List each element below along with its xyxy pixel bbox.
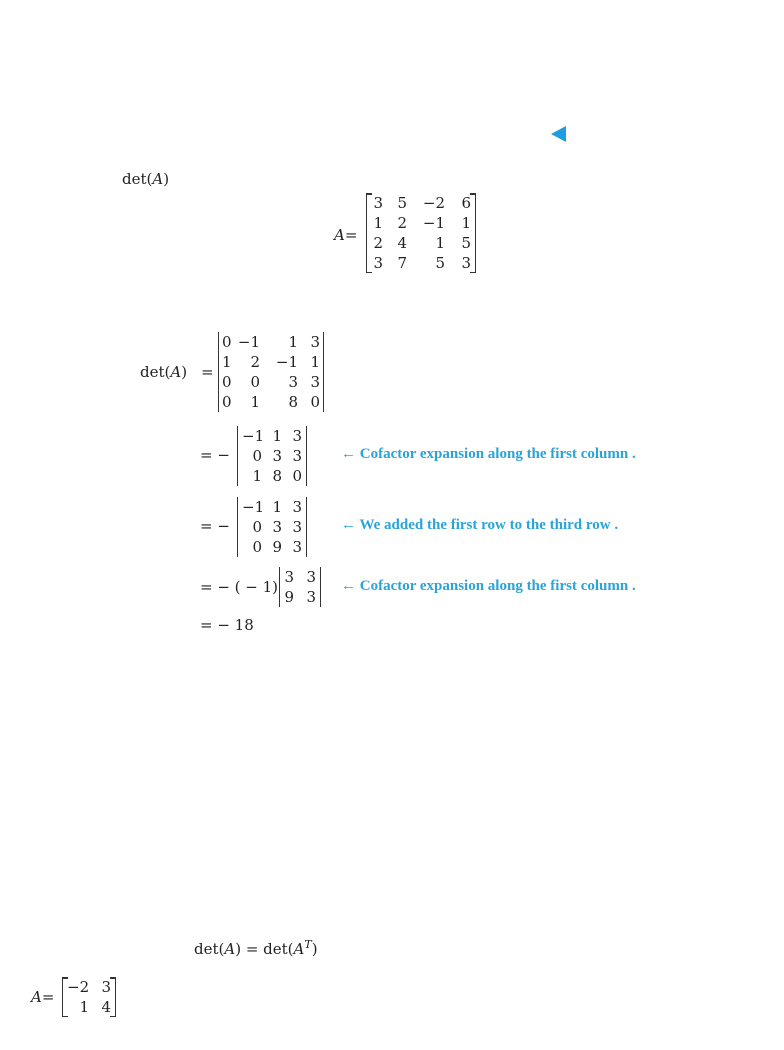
matrix-cell: 0 [252, 447, 262, 465]
heading-det-a [122, 170, 169, 188]
matrix-cell: −2 [422, 194, 445, 212]
matrix-cell: 1 [222, 353, 232, 371]
matrix-cell: −1 [275, 353, 298, 371]
matrix-b-eq: = [41, 988, 55, 1006]
step2-determinant [237, 497, 307, 557]
matrix-cell: 3 [373, 254, 383, 272]
matrix-a-label [334, 226, 357, 244]
matrix-cell: 1 [373, 214, 383, 232]
matrix-cell: 4 [101, 998, 111, 1016]
matrix-cell: 3 [292, 447, 302, 465]
step1-prefix: = − [200, 446, 230, 464]
matrix-cell: 5 [435, 254, 445, 272]
matrix-cell: 2 [397, 214, 407, 232]
matrix-cell: 3 [373, 194, 383, 212]
step1-note: ← Cofactor expansion along the first column . [341, 446, 636, 462]
matrix-cell: 3 [292, 427, 302, 445]
matrix-cell: 0 [222, 393, 232, 411]
matrix-cell: 0 [250, 373, 260, 391]
step3-prefix: = − ( − 1) [200, 578, 279, 596]
matrix-cell: 9 [272, 538, 282, 556]
matrix-cell: 3 [292, 538, 302, 556]
matrix-cell: −2 [67, 978, 90, 996]
matrix-cell: 1 [288, 333, 298, 351]
matrix-cell: 2 [250, 353, 260, 371]
matrix-cell: −1 [242, 427, 265, 445]
previous-icon[interactable] [551, 126, 566, 142]
matrix-cell: 0 [222, 333, 232, 351]
matrix-cell: 4 [397, 234, 407, 252]
matrix-cell: −1 [237, 333, 260, 351]
matrix-b [62, 977, 116, 1017]
matrix-cell: 0 [252, 518, 262, 536]
matrix-cell: 5 [461, 234, 471, 252]
matrix-cell: 2 [373, 234, 383, 252]
matrix-cell: 7 [397, 254, 407, 272]
det-text: det( [122, 170, 153, 188]
t-var2: A [293, 940, 305, 958]
det-var: A [152, 170, 164, 188]
t-close: ) [311, 940, 318, 958]
matrix-cell: 3 [284, 568, 294, 586]
matrix-cell: 1 [272, 427, 282, 445]
matrix-cell: 3 [306, 588, 316, 606]
t-sup: T [304, 938, 312, 951]
step1-determinant [237, 426, 307, 486]
transpose-identity [194, 938, 318, 958]
matrix-a [366, 193, 476, 273]
matrix-cell: 3 [272, 447, 282, 465]
matrix-cell: 0 [310, 393, 320, 411]
step0-determinant [218, 332, 324, 412]
matrix-cell: 8 [288, 393, 298, 411]
matrix-cell: −1 [242, 498, 265, 516]
lhs-var: A [170, 363, 182, 381]
result: = − 18 [200, 616, 254, 634]
matrix-cell: 3 [101, 978, 111, 996]
matrix-cell: 1 [252, 467, 262, 485]
matrix-a-eq: = [344, 226, 358, 244]
t-var1: A [224, 940, 236, 958]
matrix-cell: 3 [310, 333, 320, 351]
step3-determinant [279, 567, 321, 607]
matrix-cell: 8 [272, 467, 282, 485]
matrix-cell: 0 [252, 538, 262, 556]
matrix-b-label [31, 988, 54, 1006]
lhs-close: ) [181, 363, 188, 381]
matrix-cell: 1 [250, 393, 260, 411]
matrix-cell: 3 [288, 373, 298, 391]
step2-prefix: = − [200, 517, 230, 535]
det-close: ) [163, 170, 170, 188]
matrix-cell: 3 [461, 254, 471, 272]
matrix-cell: −1 [422, 214, 445, 232]
t-mid: ) = det( [235, 940, 294, 958]
matrix-cell: 1 [79, 998, 89, 1016]
matrix-cell: 1 [310, 353, 320, 371]
matrix-b-var: A [31, 988, 42, 1006]
matrix-cell: 0 [292, 467, 302, 485]
lhs-det: det( [140, 363, 171, 381]
t-det1: det( [194, 940, 225, 958]
matrix-a-var: A [334, 226, 345, 244]
step3-note: ← Cofactor expansion along the first column . [341, 578, 636, 594]
matrix-cell: 1 [272, 498, 282, 516]
matrix-cell: 6 [461, 194, 471, 212]
matrix-cell: 1 [435, 234, 445, 252]
matrix-cell: 5 [397, 194, 407, 212]
matrix-cell: 1 [461, 214, 471, 232]
step2-note: ← We added the first row to the third row . [341, 517, 619, 533]
matrix-cell: 3 [292, 518, 302, 536]
matrix-cell: 0 [222, 373, 232, 391]
matrix-cell: 3 [292, 498, 302, 516]
derivation-lhs [140, 363, 187, 381]
matrix-cell: 3 [272, 518, 282, 536]
matrix-cell: 9 [284, 588, 294, 606]
step0-equals: = [201, 363, 214, 381]
matrix-cell: 3 [306, 568, 316, 586]
matrix-cell: 3 [310, 373, 320, 391]
